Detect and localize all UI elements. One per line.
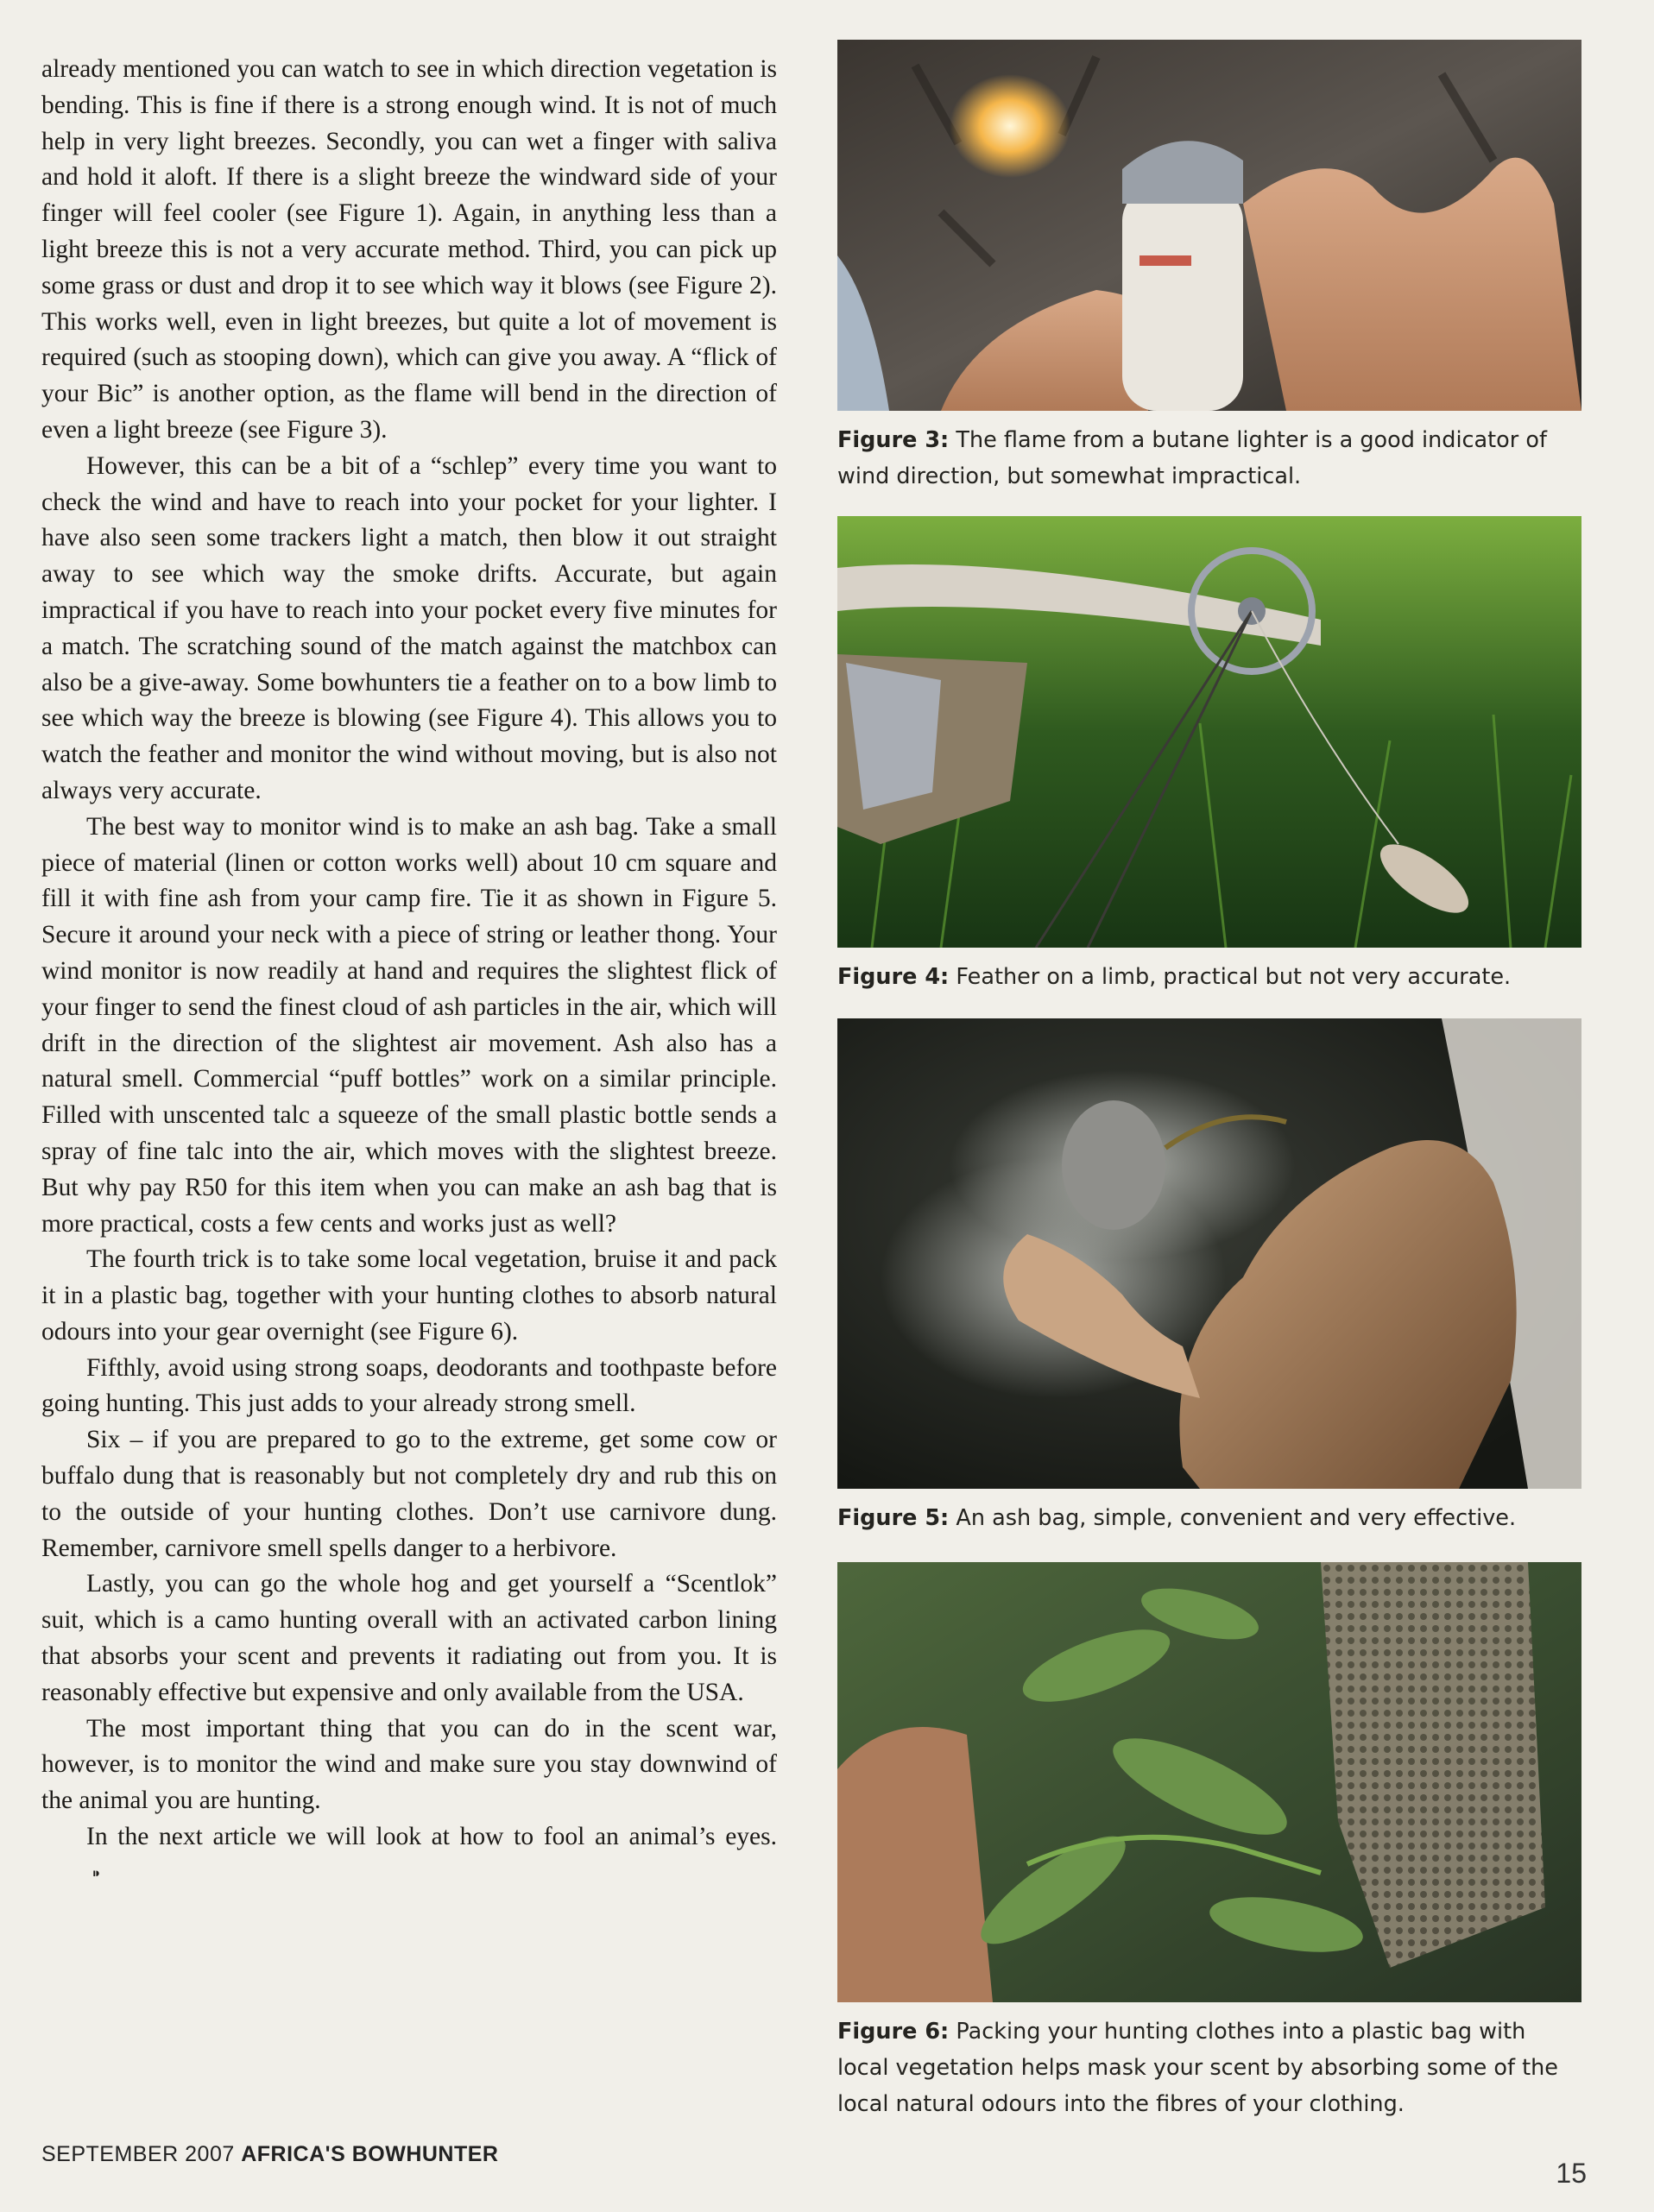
figure-5 [837,1018,1581,1536]
paragraph-5: Fifthly, avoid using strong soaps, deodorants and toothpaste before going hunting. This just adds to your already strong smell. [41,1353,777,1418]
paragraph-1: already mentioned you can watch to see in which direction vegetation is bending. This is fine if there is a strong enough wind. It is not of much help in very light breezes. Secondly, you can wet a finger with saliva and hold it aloft. If there is a slight breeze the windward side of your finger will feel cooler (see Figure 1). Again, in anything less than a light breeze this is not a very accurate method. Third, you can pick up some grass or dust and drop it to see which way it blows (see Figure 2). This works well, even in light breezes, but quite a lot of movement is required (such as stooping down), which can give you away. A “flick of your Bic” is another option, as the flame will bend in the direction of even a light breeze (see Figure 3). [41,55,777,444]
paragraph-8: The most important thing that you can do in the scent war, however, is to monitor the wind and make sure you stay downwind of the animal you are hunting. [41,1714,777,1815]
figure-6 [837,1562,1581,2122]
figure-3-photo [837,40,1581,415]
page-number: 15 [1556,2158,1587,2189]
article-body [41,52,777,1893]
figure-6-caption [837,2013,1581,2122]
figure-4 [837,516,1581,995]
paragraph-2: However, this can be a bit of a “schlep” every time you want to check the wind and have to reach into your pocket for your lighter. I have also seen some trackers light a match, then blow it out straight away to see which way the smoke drifts. Accurate, but again impractical if you have to reach into your pocket every five minutes for a match. The scratching sound of the match against the matchbox can also be a give-away. Some bowhunters tie a feather on to a bow limb to see which way the breeze is blowing (see Figure 4). This allows you to watch the feather and monitor the wind without moving, but is also not always very accurate. [41,451,777,804]
figure-3 [837,40,1581,495]
end-of-article-icon: ⁍ [92,1862,101,1885]
figure-3-label: Figure 3: [837,427,950,453]
plastic-bag-photo-illustration [837,1562,1581,2002]
figure-5-photo [837,1018,1581,1493]
figure-6-caption-text: Packing your hunting clothes into a plastic bag with local vegetation helps mask your scent by absorbing some of the local natural odours into the fibres of your clothing. [837,2019,1558,2117]
paragraph-4: The fourth trick is to take some local vegetation, bruise it and pack it in a plastic bag, together with your hunting clothes to absorb natural odours into your gear overnight (see Figure 6). [41,1245,777,1345]
magazine-name: AFRICA'S BOWHUNTER [241,2142,499,2166]
figure-3-caption [837,422,1581,495]
paragraph-9-text: In the next article we will look at how to fool an animal’s eyes. [86,1823,777,1851]
figure-5-caption [837,1500,1581,1536]
page-footer [41,2142,498,2167]
figure-3-caption-text: The flame from a butane lighter is a good indicator of wind direction, but somewhat impractical. [837,427,1547,489]
figure-4-caption-text: Feather on a limb, practical but not very accurate. [956,964,1512,990]
figure-4-label: Figure 4: [837,964,950,990]
feather-photo-illustration [837,516,1581,948]
figure-6-photo [837,1562,1581,2007]
figure-5-label: Figure 5: [837,1505,950,1531]
figure-4-photo [837,516,1581,952]
figure-4-caption [837,959,1581,995]
paragraph-3: The best way to monitor wind is to make an ash bag. Take a small piece of material (linen or cotton works well) about 10 cm square and fill it with fine ash from your camp fire. Tie it as shown in Figure 5. Secure it around your neck with a piece of string or leather thong. Your wind monitor is now readily at hand and requires the slightest flick of your finger to send the finest cloud of ash particles in the air, which will drift in the direction of the slightest air movement. Ash also has a natural smell. Commercial “puff bottles” work on a similar principle. Filled with unscented talc a squeeze of the small plastic bottle sends a spray of fine talc into the air, which moves with the slightest breeze. But why pay R50 for this item when you can make an ash bag that is more practical, costs a few cents and works just as well? [41,812,777,1238]
paragraph-7: Lastly, you can go the whole hog and get yourself a “Scentlok” suit, which is a camo hunting overall with an activated carbon lining that absorbs your scent and prevents it radiating out from you. It is reasonably effective but expensive and only available from the USA. [41,1570,777,1706]
ash-bag-photo-illustration [837,1018,1581,1489]
figure-6-label: Figure 6: [837,2019,950,2045]
issue-date: SEPTEMBER 2007 [41,2142,235,2166]
paragraph-6: Six – if you are prepared to go to the extreme, get some cow or buffalo dung that is reasonably but not completely dry and rub this on to the outside of your hunting clothes. Don’t use carnivore dung. Remember, carnivore smell spells danger to a herbivore. [41,1426,777,1562]
lighter-photo-illustration [837,40,1581,411]
figure-5-caption-text: An ash bag, simple, convenient and very effective. [956,1505,1517,1531]
paragraph-9 [41,1819,777,1893]
